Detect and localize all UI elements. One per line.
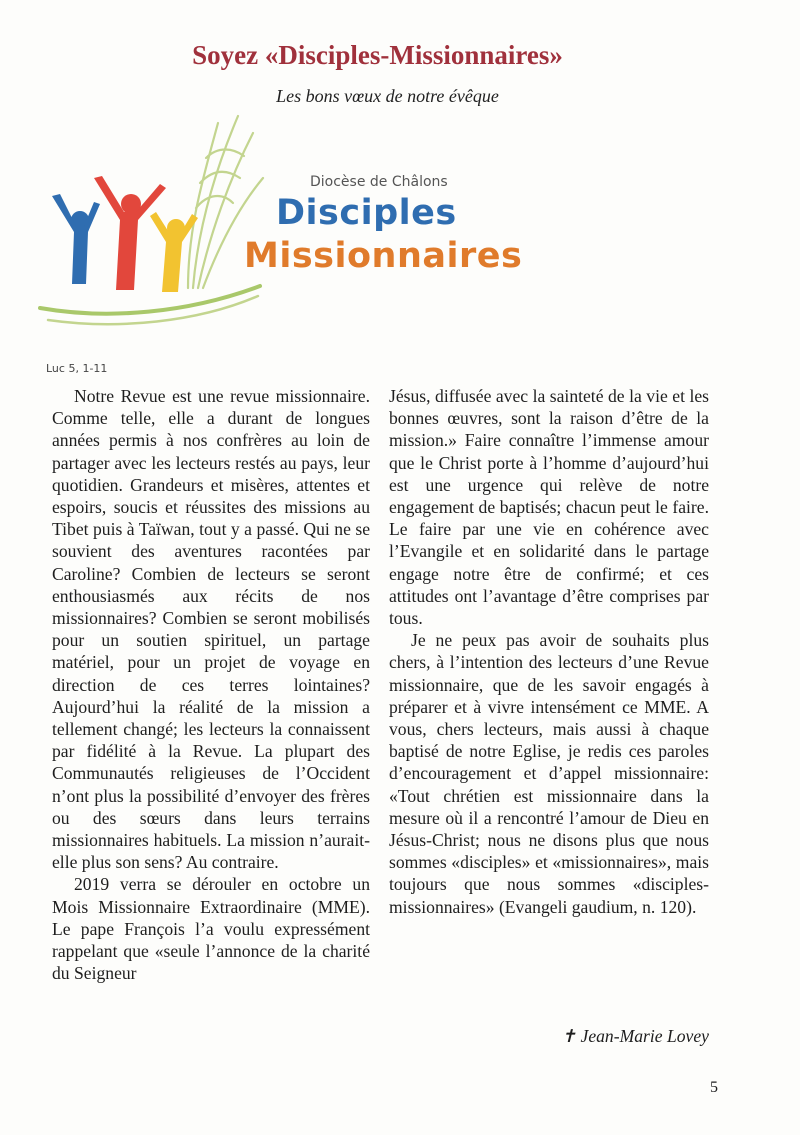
paragraph: Je ne peux pas avoir de souhaits plus chers, à l’intention des lecteurs d’une Revue missionnaire, que de les savoir engagés à préparer et à vivre intensément ce MME. A vous, chers lecteurs, mais aussi à chaque baptisé de notre Eglise, je redis ces paroles d’encouragement et d’appel missionnaire: «Tout chrétien est missionnaire dans la mesure où il a rencontré l’amour de Dieu en Jésus-Christ; nous ne disons plus que nous sommes «disciples» et «missionnaires», mais toujours que nous sommes «disciples-missionnaires» (Evangeli gaudium, n. 120).: [389, 630, 709, 917]
article-title: Soyez «Disciples-Missionnaires»: [192, 40, 563, 70]
article-column-right: [389, 385, 709, 918]
blue-figure-icon: [52, 194, 100, 284]
reed-stroke-5: [196, 196, 233, 208]
boat-curve-upper: [40, 286, 260, 314]
logo-word-disciples: Disciples: [276, 193, 457, 233]
author-signature: ✝ Jean-Marie Lovey: [561, 1026, 709, 1046]
article-column-left: [52, 385, 370, 984]
page-number: 5: [710, 1079, 718, 1096]
scripture-reference: Luc 5, 1-11: [46, 362, 108, 375]
red-figure-icon: [94, 176, 166, 290]
logo-diocese-label: Diocèse de Châlons: [310, 174, 448, 190]
reed-stroke-6: [200, 172, 240, 183]
disciples-logo-icon: [38, 108, 278, 358]
logo-word-missionnaires: Missionnaires: [244, 236, 523, 276]
article-subtitle: Les bons vœux de notre évêque: [276, 86, 499, 106]
paragraph: 2019 verra se dérouler en octobre un Mois Missionnaire Extraordinaire (MME). Le pape François l’a voulu expressément rappelant que «seule l’annonce de la charité du Seigneur: [52, 874, 370, 984]
paragraph: Notre Revue est une revue missionnaire. Comme telle, elle a durant de longues années permis à nos confrères au loin de partager avec les lecteurs restés au pays, leur quotidien. Grandeurs et misères, attentes et espoirs, soucis et réussites des missions au Tibet puis à Taïwan, tout y a passé. Qui ne se souvient des aventures racontées par Caroline? Combien de lecteurs se seront enthousiasmés aux récits de nos missionnaires? Combien se seront mobilisés pour un soutien spirituel, un partage matériel, pour un projet de voyage en direction de ces terres lointaines? Aujourd’hui la réalité de la mission a tellement changé; les lecteurs la connaissent par fidélité à la Revue. La plupart des Communautés religieuses de l’Occident n’ont plus la possibilité d’envoyer des frères ou des sœurs dans leurs terrains missionnaires habituels. La mission n’aurait-elle plus son sens? Au contraire.: [52, 386, 370, 873]
paragraph: Jésus, diffusée avec la sainteté de la vie et les bonnes œuvres, sont la raison d’être de la mission.» Faire connaître l’immense amour que le Christ porte à l’homme d’aujourd’hui est une urgence qui relève de notre engagement de baptisés; chacun peut le faire. Le faire par une vie en cohérence avec l’Evangile et en solidarité dans le partage engage notre être de confirmé; et ces attitudes ont l’avantage d’être comprises par tous.: [389, 386, 709, 629]
